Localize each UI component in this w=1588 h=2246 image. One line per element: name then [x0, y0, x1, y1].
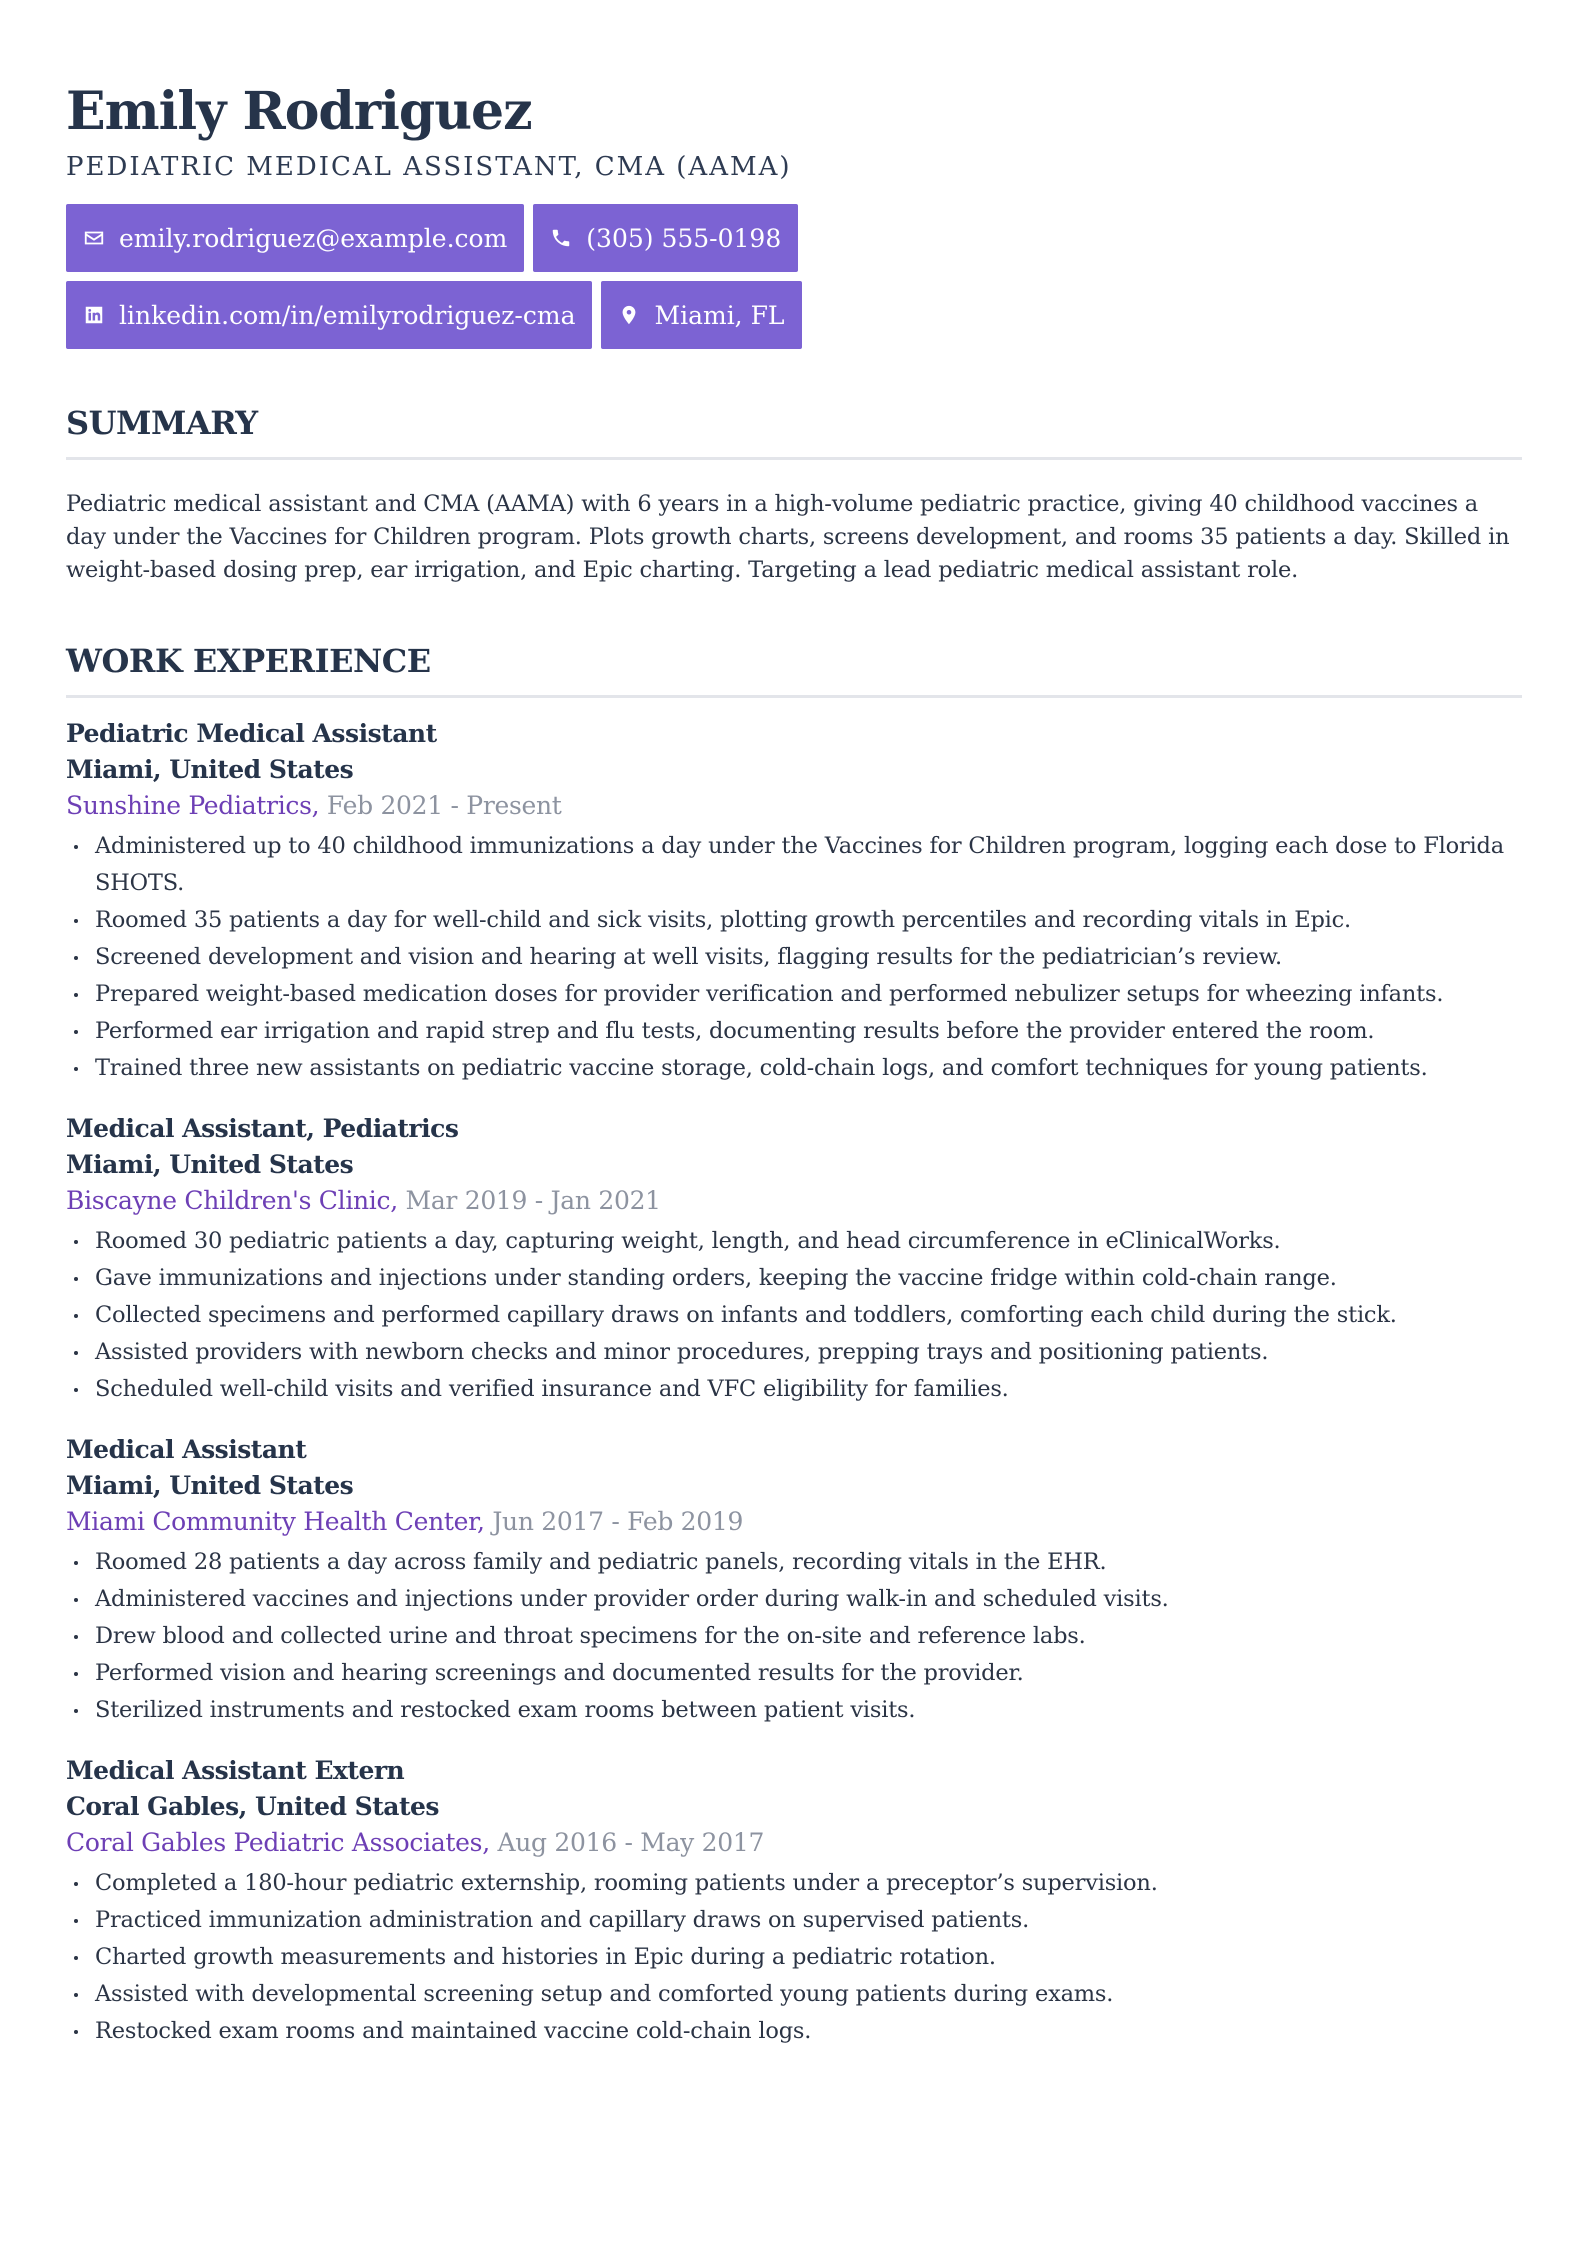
job-location: Miami, United States	[66, 1471, 354, 1500]
job-meta	[66, 788, 1522, 824]
bullet-item: Drew blood and collected urine and throat specimens for the on-site and reference labs.	[66, 1618, 1522, 1655]
bullet-item: Sterilized instruments and restocked exam rooms between patient visits.	[66, 1692, 1522, 1729]
envelope-icon	[83, 227, 105, 249]
job-bullets	[66, 1544, 1522, 1729]
phone-link[interactable]	[533, 204, 798, 272]
company-name: Biscayne Children's Clinic	[66, 1186, 391, 1215]
contact-list	[66, 204, 826, 349]
summary-section	[66, 403, 1522, 587]
job-meta	[66, 1183, 1522, 1219]
bullet-item: Scheduled well-child visits and verified insurance and VFC eligibility for families.	[66, 1371, 1522, 1408]
candidate-title: PEDIATRIC MEDICAL ASSISTANT, CMA (AAMA)	[66, 152, 792, 182]
job-entry	[66, 1753, 1522, 2050]
linkedin-text: linkedin.com/in/emilyrodriguez-cma	[119, 300, 576, 330]
bullet-item: Restocked exam rooms and maintained vaccine cold-chain logs.	[66, 2013, 1522, 2050]
candidate-name: Emily Rodriguez	[66, 81, 532, 142]
job-entry	[66, 716, 1522, 1087]
bullet-item: Prepared weight-based medication doses for provider verification and performed nebulizer setups for wheezing infants.	[66, 976, 1522, 1013]
phone-icon	[550, 227, 572, 249]
job-location: Coral Gables, United States	[66, 1792, 439, 1821]
linkedin-link[interactable]	[66, 281, 592, 349]
job-meta	[66, 1504, 1522, 1540]
experience-heading: WORK EXPERIENCE	[66, 641, 1522, 698]
job-bullets	[66, 828, 1522, 1087]
location-chip[interactable]	[601, 281, 801, 349]
job-title: Medical Assistant Extern	[66, 1756, 405, 1785]
email-text: emily.rodriguez@example.com	[119, 223, 508, 253]
summary-heading: SUMMARY	[66, 403, 1522, 460]
separator: ,	[477, 1507, 493, 1536]
bullet-item: Gave immunizations and injections under standing orders, keeping the vaccine fridge within cold-chain range.	[66, 1260, 1522, 1297]
job-dates: Jun 2017 - Feb 2019	[492, 1507, 744, 1536]
job-location: Miami, United States	[66, 1150, 354, 1179]
bullet-item: Roomed 30 pediatric patients a day, capturing weight, length, and head circumference in eClinicalWorks.	[66, 1223, 1522, 1260]
bullet-item: Charted growth measurements and histories in Epic during a pediatric rotation.	[66, 1939, 1522, 1976]
job-entry	[66, 1111, 1522, 1408]
bullet-item: Roomed 35 patients a day for well-child and sick visits, plotting growth percentiles and recording vitals in Epic.	[66, 902, 1522, 939]
job-title: Pediatric Medical Assistant	[66, 719, 437, 748]
bullet-item: Practiced immunization administration and capillary draws on supervised patients.	[66, 1902, 1522, 1939]
job-title: Medical Assistant, Pediatrics	[66, 1114, 459, 1143]
bullet-item: Roomed 28 patients a day across family and pediatric panels, recording vitals in the EHR.	[66, 1544, 1522, 1581]
job-dates: Aug 2016 - May 2017	[497, 1828, 765, 1857]
phone-text: (305) 555-0198	[586, 223, 782, 253]
job-entry	[66, 1432, 1522, 1729]
bullet-item: Completed a 180-hour pediatric externship, rooming patients under a preceptor’s supervision.	[66, 1865, 1522, 1902]
bullet-item: Screened development and vision and hearing at well visits, flagging results for the pediatrician’s review.	[66, 939, 1522, 976]
bullet-item: Administered up to 40 childhood immunizations a day under the Vaccines for Children program, logging each dose to Florida SHOTS.	[66, 828, 1522, 902]
job-meta	[66, 1825, 1522, 1861]
bullet-item: Performed ear irrigation and rapid strep and flu tests, documenting results before the provider entered the room.	[66, 1013, 1522, 1050]
company-name: Coral Gables Pediatric Associates	[66, 1828, 483, 1857]
experience-section	[66, 641, 1522, 2050]
job-bullets	[66, 1865, 1522, 2050]
email-link[interactable]	[66, 204, 524, 272]
separator: ,	[482, 1828, 498, 1857]
bullet-item: Collected specimens and performed capillary draws on infants and toddlers, comforting each child during the stick.	[66, 1297, 1522, 1334]
linkedin-icon	[83, 304, 105, 326]
job-location: Miami, United States	[66, 755, 354, 784]
job-dates: Feb 2021 - Present	[326, 791, 562, 820]
bullet-item: Administered vaccines and injections under provider order during walk-in and scheduled visits.	[66, 1581, 1522, 1618]
job-dates: Mar 2019 - Jan 2021	[405, 1186, 661, 1215]
summary-text: Pediatric medical assistant and CMA (AAMA) with 6 years in a high-volume pediatric practice, giving 40 childhood vaccines a day under the Vaccines for Children program. Plots growth charts, screens development, and rooms 35 patients a day. Skilled in weight-based dosing prep, ear irrigation, and Epic charting. Targeting a lead pediatric medical assistant role.	[66, 491, 1510, 583]
location-text: Miami, FL	[654, 300, 785, 330]
job-bullets	[66, 1223, 1522, 1408]
bullet-item: Performed vision and hearing screenings and documented results for the provider.	[66, 1655, 1522, 1692]
job-list	[66, 716, 1522, 2050]
bullet-item: Assisted with developmental screening setup and comforted young patients during exams.	[66, 1976, 1522, 2013]
separator: ,	[311, 791, 327, 820]
separator: ,	[390, 1186, 406, 1215]
bullet-item: Trained three new assistants on pediatric vaccine storage, cold-chain logs, and comfort techniques for young patients.	[66, 1050, 1522, 1087]
map-pin-icon	[618, 304, 640, 326]
job-title: Medical Assistant	[66, 1435, 307, 1464]
company-name: Miami Community Health Center	[66, 1507, 478, 1536]
bullet-item: Assisted providers with newborn checks and minor procedures, prepping trays and positioning patients.	[66, 1334, 1522, 1371]
company-name: Sunshine Pediatrics	[66, 791, 312, 820]
